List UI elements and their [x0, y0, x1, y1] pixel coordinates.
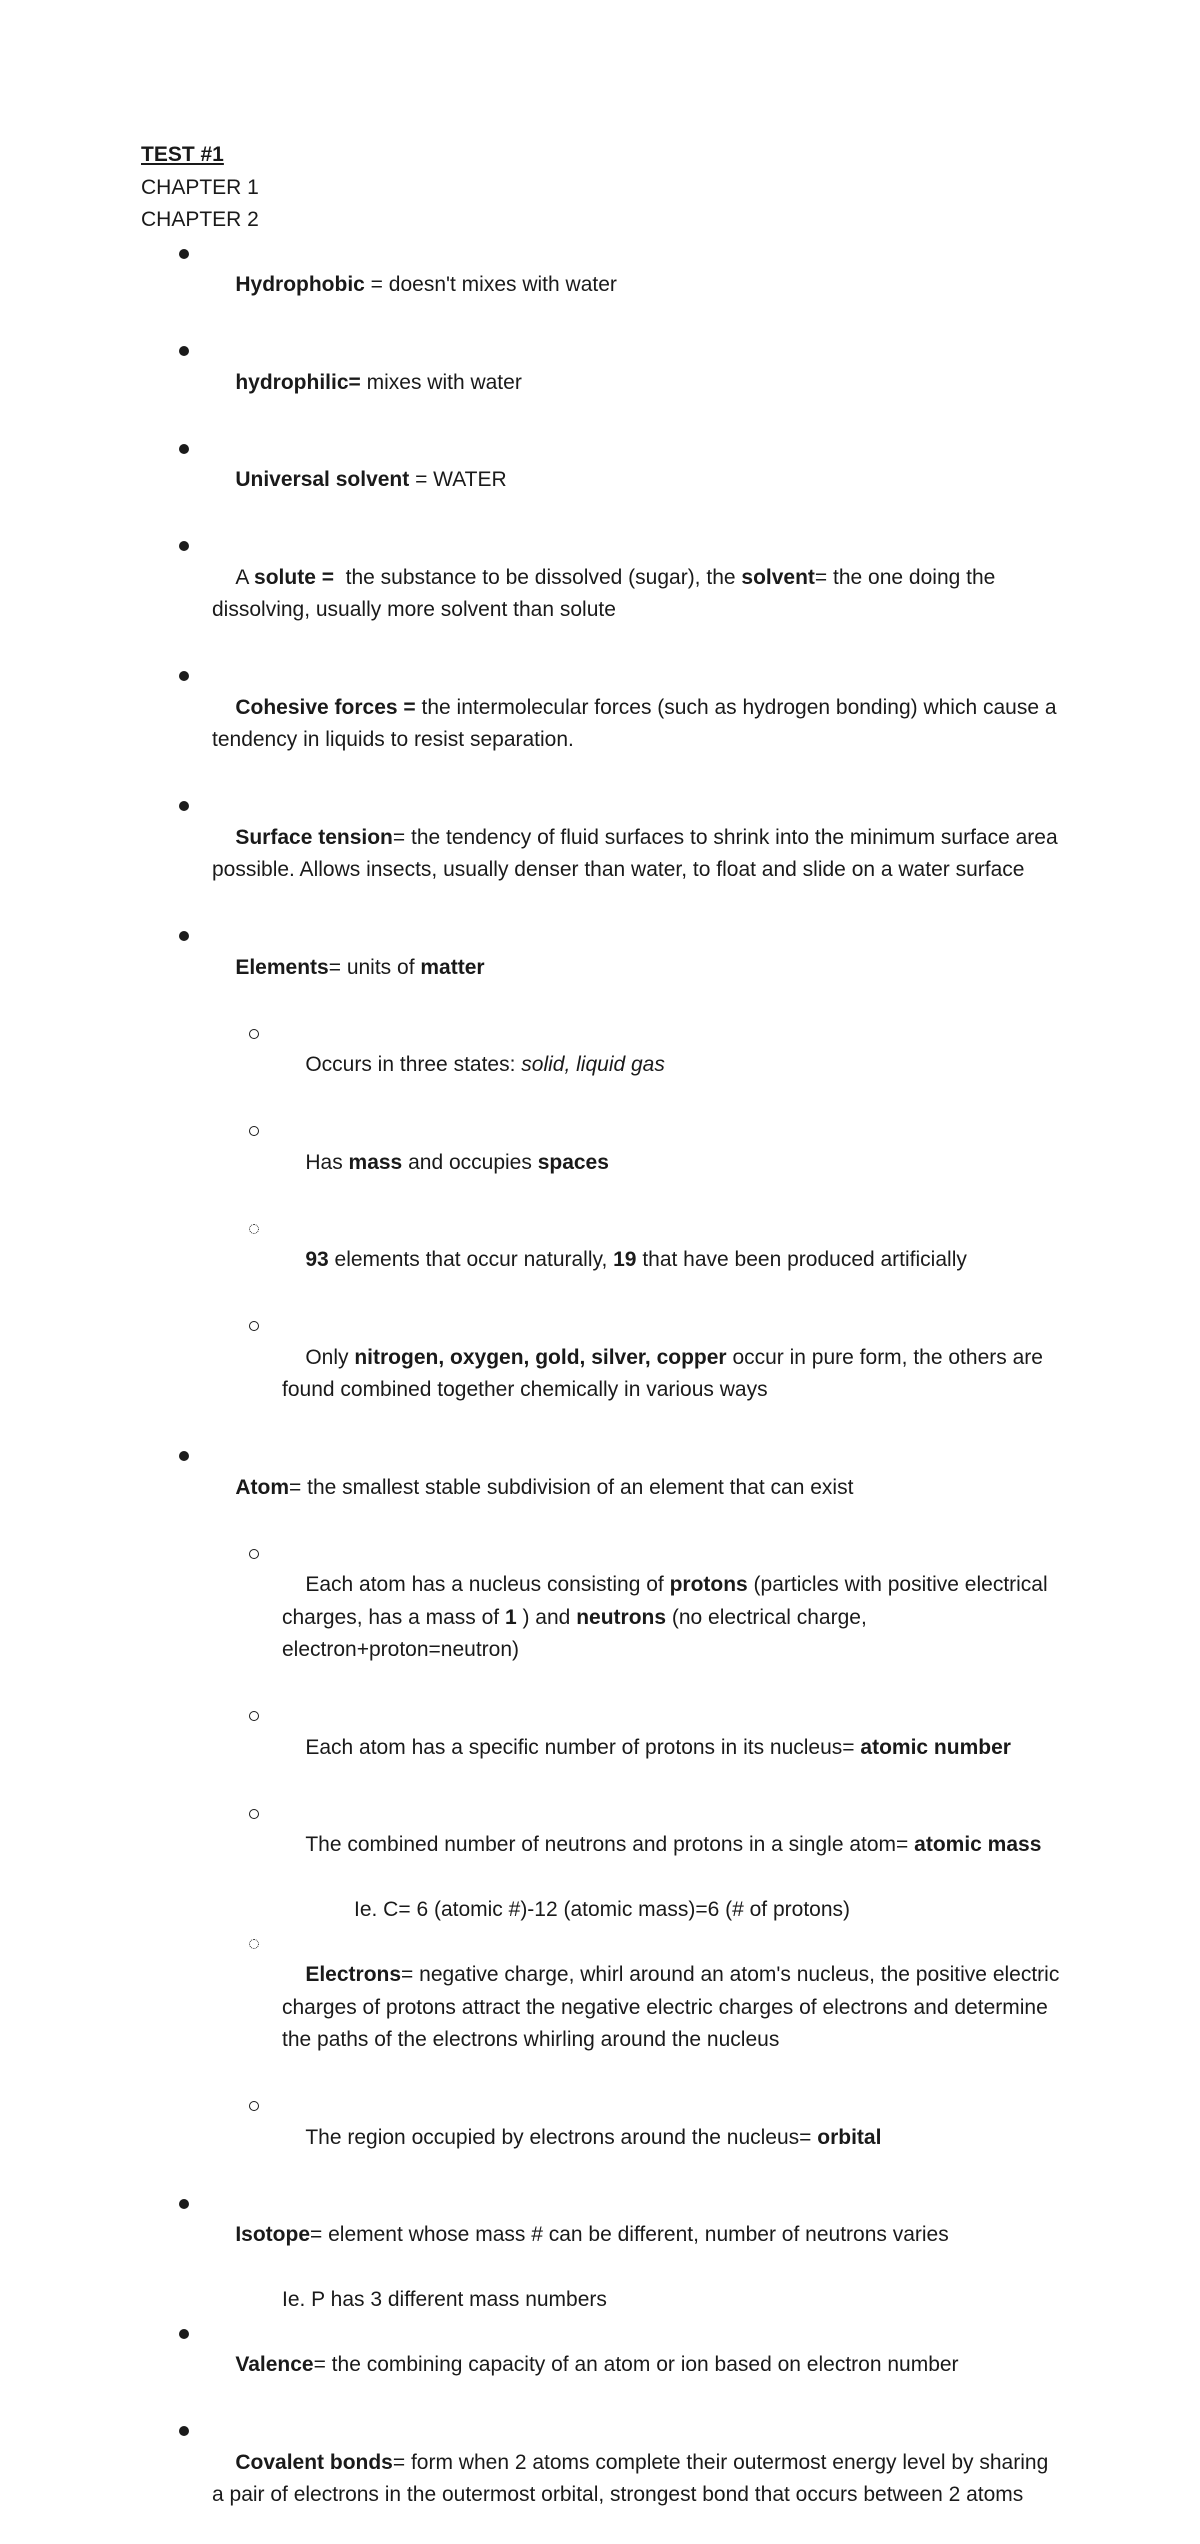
bullet-icon	[179, 1451, 189, 1461]
sub-item-nucleus: Each atom has a nucleus consisting of protons (particles with positive electrical charges, has a mass of 1 ) and neutrons (no electrical charge, electron+proton=neutron)	[141, 1537, 1061, 1700]
sub-item-mass: Has mass and occupies spaces	[141, 1114, 1061, 1212]
hollow-bullet-icon	[249, 1321, 259, 1331]
list-item-isotope: Isotope= element whose mass # can be different, number of neutrons varies	[141, 2187, 1061, 2285]
list-item-valence: Valence= the combining capacity of an atom or ion based on electron number	[141, 2317, 1061, 2415]
hollow-bullet-icon	[249, 1939, 259, 1949]
list-item-atom: Atom= the smallest stable subdivision of an element that can exist	[141, 1439, 1061, 1537]
bullet-icon	[179, 671, 189, 681]
isotope-example: Ie. P has 3 different mass numbers	[282, 2288, 607, 2311]
bullet-icon	[179, 541, 189, 551]
hollow-bullet-icon	[249, 1809, 259, 1819]
list-item-covalent-bonds: Covalent bonds= form when 2 atoms complete their outermost energy level by sharing a pair of electrons in the outermost orbital, strongest bond that occurs between 2 atoms	[141, 2414, 1061, 2544]
sub-item-pure-form: Only nitrogen, oxygen, gold, silver, copper occur in pure form, the others are found combined together chemically in various ways	[141, 1309, 1061, 1439]
list-item-universal-solvent: Universal solvent = WATER	[141, 432, 1061, 530]
hollow-bullet-icon	[249, 1711, 259, 1721]
chapter-2-heading: CHAPTER 2	[141, 208, 259, 231]
sub-item-states: Occurs in three states: solid, liquid gas	[141, 1017, 1061, 1115]
bullet-icon	[179, 444, 189, 454]
bullet-icon	[179, 249, 189, 259]
atomic-mass-example: Ie. C= 6 (atomic #)-12 (atomic mass)=6 (# of protons)	[354, 1898, 851, 1921]
bullet-icon	[179, 2199, 189, 2209]
hollow-bullet-icon	[249, 1549, 259, 1559]
bullet-icon	[179, 801, 189, 811]
bullet-icon	[179, 2329, 189, 2339]
hollow-bullet-icon	[249, 2101, 259, 2111]
sub-item-atomic-number: Each atom has a specific number of protons in its nucleus= atomic number	[141, 1699, 1061, 1797]
sub-item-element-count: 93 elements that occur naturally, 19 that have been produced artificially	[141, 1212, 1061, 1310]
list-item-surface-tension: Surface tension= the tendency of fluid surfaces to shrink into the minimum surface area possible. Allows insects, usually denser than water, to float and slide on a water surface	[141, 789, 1061, 919]
sub-item-electrons: Electrons= negative charge, whirl around an atom's nucleus, the positive electric charges of protons attract the negative electric charges of electrons and determine the paths of the electrons whirling around the nucleus	[141, 1927, 1061, 2090]
list-item-solute: A solute = the substance to be dissolved (sugar), the solvent= the one doing the dissolving, usually more solvent than solute	[141, 529, 1061, 659]
document-page	[141, 139, 1066, 2544]
list-item-cohesive-forces: Cohesive forces = the intermolecular forces (such as hydrogen bonding) which cause a tendency in liquids to resist separation.	[141, 659, 1061, 789]
bullet-icon	[179, 346, 189, 356]
list-item-hydrophobic: Hydrophobic = doesn't mixes with water	[141, 237, 1061, 335]
list-item-hydrophilic: hydrophilic= mixes with water	[141, 334, 1061, 432]
hollow-bullet-icon	[249, 1224, 259, 1234]
list-item-elements: Elements= units of matter	[141, 919, 1061, 1017]
sub-item-atomic-mass: The combined number of neutrons and protons in a single atom= atomic mass	[141, 1797, 1061, 1895]
chapter-1-heading: CHAPTER 1	[141, 175, 259, 199]
sub-item-orbital: The region occupied by electrons around the nucleus= orbital	[141, 2089, 1061, 2187]
bullet-icon	[179, 931, 189, 941]
hollow-bullet-icon	[249, 1029, 259, 1039]
hollow-bullet-icon	[249, 1126, 259, 1136]
bullet-icon	[179, 2426, 189, 2436]
page-title: TEST #1	[141, 143, 224, 166]
